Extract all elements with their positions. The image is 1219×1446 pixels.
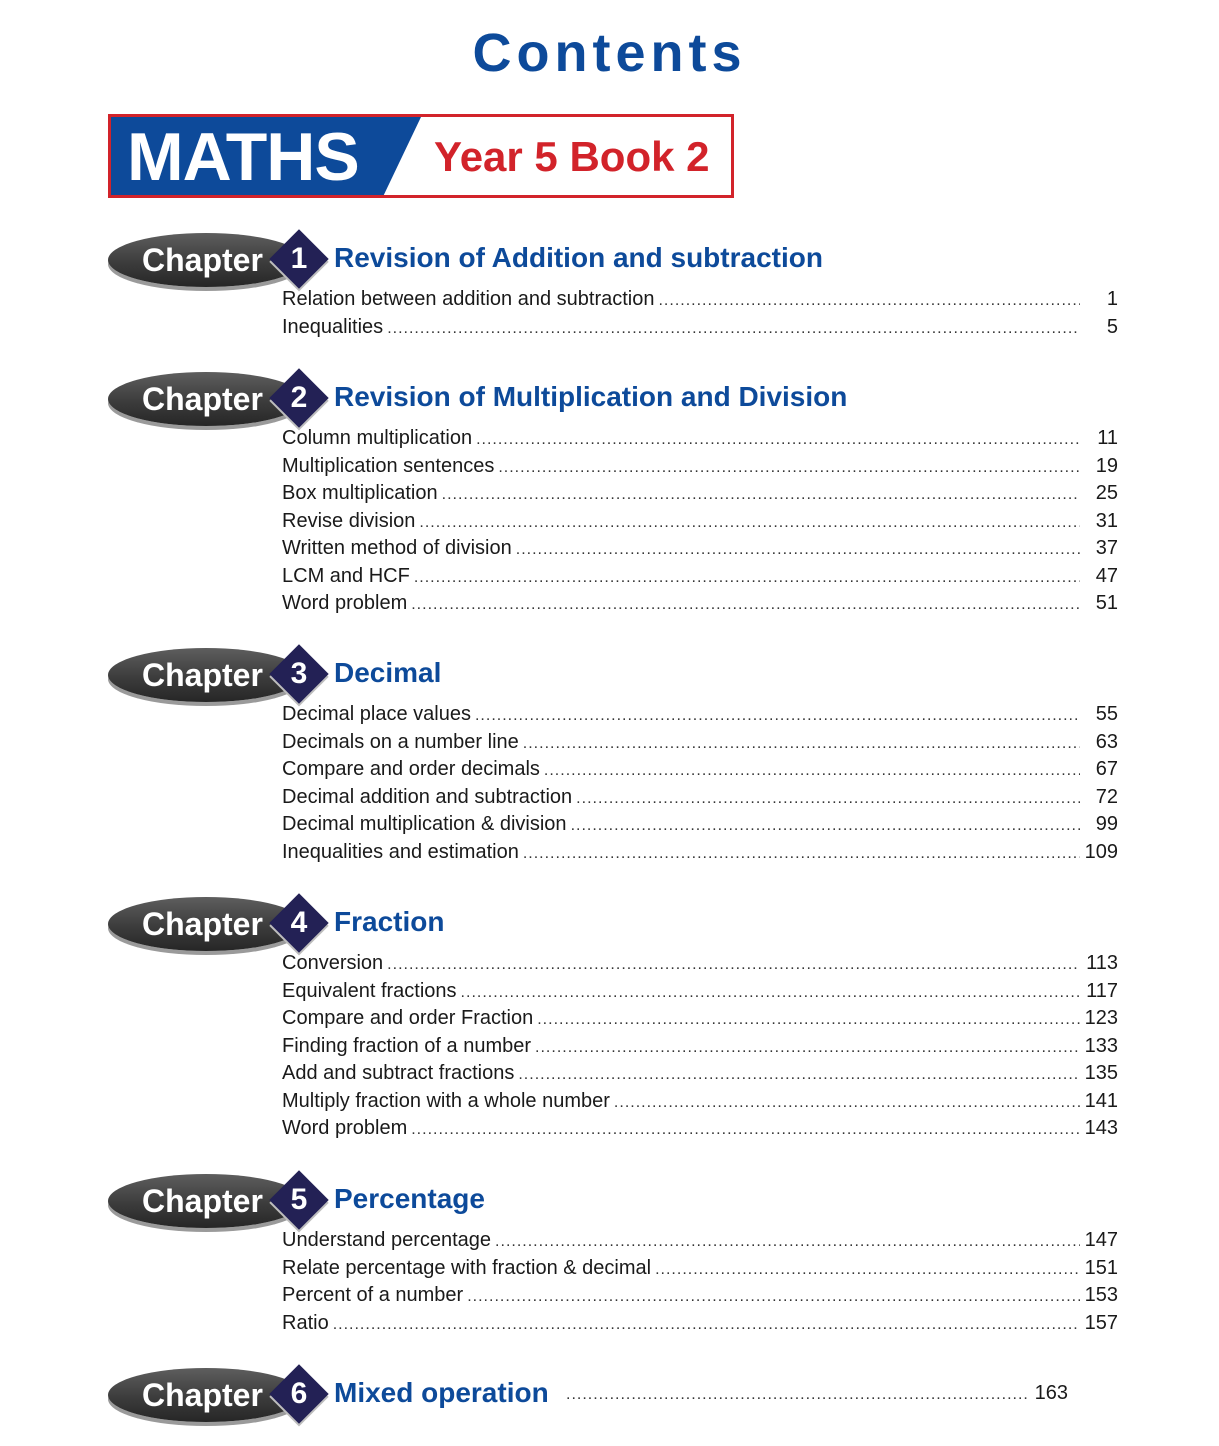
toc-entry[interactable] xyxy=(282,1005,1118,1033)
toc-entry[interactable] xyxy=(282,729,1118,757)
dot-leader xyxy=(419,509,1080,537)
toc-entry-label: Equivalent fractions xyxy=(282,979,457,1002)
chapter-3-entries xyxy=(282,701,1118,866)
dot-leader xyxy=(414,564,1080,592)
toc-entry[interactable] xyxy=(282,425,1118,453)
toc-entry[interactable] xyxy=(282,1033,1118,1061)
toc-entry-page: 55 xyxy=(1095,703,1118,725)
toc-entry-page: 123 xyxy=(1084,1007,1118,1029)
dot-leader xyxy=(535,1034,1080,1062)
toc-entry-page: 113 xyxy=(1086,952,1118,974)
toc-entry-label: Multiplication sentences xyxy=(282,454,495,477)
toc-entry-label: Decimal place values xyxy=(282,703,471,725)
toc-entry-label: Ratio xyxy=(282,1311,329,1334)
toc-entry-label: Decimals on a number line xyxy=(282,730,519,753)
chapter-title[interactable]: Fraction xyxy=(334,906,445,937)
toc-entry-label: Inequalities and estimation xyxy=(282,840,519,863)
chapter-title[interactable]: Revision of Addition and subtraction xyxy=(334,242,823,273)
dot-leader xyxy=(411,591,1080,619)
toc-entry-label: Multiply fraction with a whole number xyxy=(282,1089,610,1112)
toc-entry-page: 99 xyxy=(1095,813,1118,835)
dot-leader xyxy=(614,1089,1080,1117)
chapter-title[interactable]: Revision of Multiplication and Division xyxy=(334,381,848,412)
chapter-label: Chapter xyxy=(142,906,263,942)
toc-entry[interactable] xyxy=(282,784,1118,812)
toc-entry-page: 67 xyxy=(1095,758,1118,780)
toc-entry[interactable] xyxy=(282,701,1118,729)
toc-entry[interactable] xyxy=(282,1310,1118,1338)
toc-entry-label: Written method of division xyxy=(282,537,512,559)
chapter-number: 5 xyxy=(290,1183,308,1216)
toc-entry-label: Compare and order Fraction xyxy=(282,1007,534,1029)
toc-entry[interactable] xyxy=(282,1227,1118,1255)
toc-entry-page: 147 xyxy=(1084,1229,1118,1251)
chapter-1-entries xyxy=(282,286,1118,341)
chapter-page: 163 xyxy=(1034,1382,1068,1404)
chapter-label: Chapter xyxy=(142,657,263,693)
dot-leader xyxy=(475,702,1080,730)
dot-leader xyxy=(467,1283,1080,1311)
dot-leader xyxy=(516,536,1080,564)
dot-leader xyxy=(387,951,1080,979)
toc-entry[interactable] xyxy=(282,563,1118,591)
book-banner xyxy=(108,114,734,198)
toc-entry[interactable] xyxy=(282,756,1118,784)
toc-entry[interactable] xyxy=(282,314,1118,342)
toc-entry-label: Column multiplication xyxy=(282,427,473,449)
toc-entry[interactable] xyxy=(282,811,1118,839)
toc-entry-label: Finding fraction of a number xyxy=(282,1034,532,1057)
toc-entry-page: 109 xyxy=(1084,840,1118,863)
chapter-number: 6 xyxy=(290,1377,308,1410)
chapter-5-entries xyxy=(282,1227,1118,1337)
chapter-title[interactable]: Percentage xyxy=(334,1183,485,1214)
toc-entry[interactable] xyxy=(282,590,1118,618)
toc-entry[interactable] xyxy=(282,480,1118,508)
toc-entry-label: Percent of a number xyxy=(282,1284,464,1306)
dot-leader xyxy=(655,1256,1080,1284)
toc-entry[interactable] xyxy=(282,453,1118,481)
toc-entry-label: Add and subtract fractions xyxy=(282,1062,515,1084)
toc-entry[interactable] xyxy=(282,1088,1118,1116)
dot-leader xyxy=(411,1116,1080,1144)
toc-entry-label: Inequalities xyxy=(282,315,384,338)
dot-leader xyxy=(442,481,1080,509)
toc-entry-page: 151 xyxy=(1084,1256,1118,1279)
dot-leader xyxy=(537,1006,1080,1034)
dot-leader xyxy=(566,1381,1030,1408)
toc-entry[interactable] xyxy=(282,1115,1118,1143)
toc-entry[interactable] xyxy=(282,978,1118,1006)
chapter-number: 1 xyxy=(290,242,308,275)
chapter-number: 2 xyxy=(290,381,308,414)
chapter-label: Chapter xyxy=(142,242,263,278)
toc-entry-label: Decimal addition and subtraction xyxy=(282,785,573,808)
toc-entry-page: 31 xyxy=(1095,509,1118,532)
toc-entry-page: 5 xyxy=(1106,315,1118,338)
dot-leader xyxy=(523,730,1080,758)
chapter-number: 3 xyxy=(290,657,308,690)
toc-entry-page: 47 xyxy=(1095,564,1118,587)
toc-entry-page: 143 xyxy=(1084,1117,1118,1139)
dot-leader xyxy=(576,785,1080,813)
page-title: Contents xyxy=(472,23,747,83)
dot-leader xyxy=(498,454,1080,482)
toc-entry-page: 153 xyxy=(1084,1284,1118,1306)
toc-entry-page: 72 xyxy=(1095,785,1118,808)
toc-entry-label: Box multiplication xyxy=(282,482,438,504)
toc-entry-label: Word problem xyxy=(282,1117,408,1139)
chapter-4-entries xyxy=(282,950,1118,1143)
chapter-label: Chapter xyxy=(142,381,263,417)
toc-entry-page: 11 xyxy=(1097,427,1118,449)
toc-entry[interactable] xyxy=(282,1060,1118,1088)
toc-entry-label: LCM and HCF xyxy=(282,564,410,587)
toc-entry-label: Relate percentage with fraction & decimal xyxy=(282,1256,652,1279)
toc-entry-label: Conversion xyxy=(282,952,384,974)
dot-leader xyxy=(658,287,1080,315)
toc-entry-page: 1 xyxy=(1106,288,1118,310)
banner-book-title: Year 5 Book 2 xyxy=(434,133,710,180)
toc-entry[interactable] xyxy=(282,508,1118,536)
toc-entry-page: 133 xyxy=(1084,1034,1118,1057)
toc-entry-page: 141 xyxy=(1084,1089,1118,1112)
toc-entry[interactable] xyxy=(282,950,1118,978)
toc-entry-page: 117 xyxy=(1086,979,1118,1002)
toc-entry-page: 157 xyxy=(1084,1311,1118,1334)
toc-entry[interactable] xyxy=(282,286,1118,314)
toc-entry[interactable] xyxy=(282,839,1118,867)
dot-leader xyxy=(518,1061,1080,1089)
dot-leader xyxy=(523,840,1080,868)
toc-entry-label: Word problem xyxy=(282,592,408,614)
toc-entry[interactable] xyxy=(282,1255,1118,1283)
toc-entry-page: 19 xyxy=(1095,454,1118,477)
dot-leader xyxy=(333,1311,1080,1339)
dot-leader xyxy=(476,426,1080,454)
dot-leader xyxy=(495,1228,1080,1256)
chapter-label: Chapter xyxy=(142,1183,263,1219)
dot-leader xyxy=(387,315,1080,343)
toc-entry-label: Relation between addition and subtraction xyxy=(282,288,655,310)
toc-entry[interactable] xyxy=(282,1282,1118,1310)
dot-leader xyxy=(461,979,1080,1007)
chapter-number: 4 xyxy=(290,906,308,939)
chapter-2-entries xyxy=(282,425,1118,618)
toc-entry-label: Understand percentage xyxy=(282,1229,492,1251)
toc-entry-page: 51 xyxy=(1095,592,1118,614)
toc-entry-page: 63 xyxy=(1095,730,1118,753)
toc-entry-label: Revise division xyxy=(282,509,416,532)
chapter-title[interactable]: Mixed operation xyxy=(334,1377,549,1408)
chapter-page-line[interactable] xyxy=(566,1380,1068,1408)
dot-leader xyxy=(544,757,1080,785)
toc-entry-page: 37 xyxy=(1095,537,1118,559)
toc-entry-page: 135 xyxy=(1084,1062,1118,1084)
chapter-label: Chapter xyxy=(142,1377,263,1413)
toc-entry-page: 25 xyxy=(1095,482,1118,504)
toc-entry-label: Decimal multiplication & division xyxy=(282,813,567,835)
toc-entry[interactable] xyxy=(282,535,1118,563)
dot-leader xyxy=(571,812,1080,840)
banner-subject: MATHS xyxy=(127,119,359,195)
toc-entry-label: Compare and order decimals xyxy=(282,758,540,780)
chapter-title[interactable]: Decimal xyxy=(334,657,442,688)
